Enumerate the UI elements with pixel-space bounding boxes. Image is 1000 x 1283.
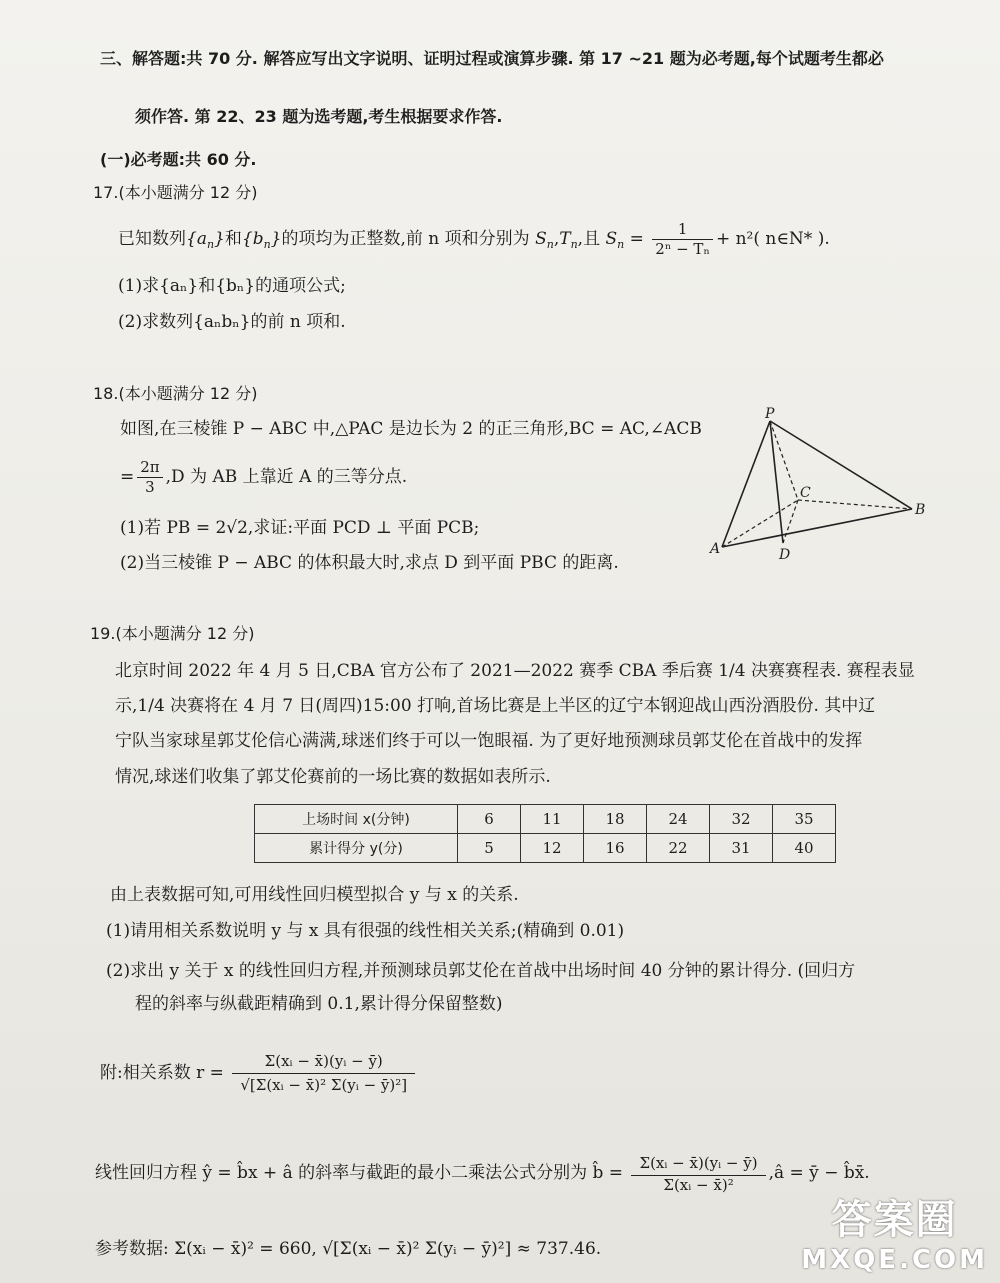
table-cell: 12 [521, 834, 584, 863]
required-part-heading: (一)必考题:共 60 分. [100, 150, 257, 169]
q18-line2-text: ,D 为 AB 上靠近 A 的三等分点. [165, 467, 408, 487]
q17-part2: (2)求数列{aₙbₙ}的前 n 项和. [118, 312, 346, 332]
edge-CB [798, 500, 912, 509]
q18-line1: 如图,在三棱锥 P − ABC 中,△PAC 是边长为 2 的正三角形,BC = AC,∠ACB [120, 419, 702, 439]
q19-line3: 宁队当家球星郭艾伦信心满满,球迷们终于可以一饱眼福. 为了更好地预测球员郭艾伦在首战中的发挥 [115, 731, 863, 751]
table-cell: 5 [458, 834, 521, 863]
q17-heading: 17.(本小题满分 12 分) [93, 183, 258, 202]
edge-PB [770, 421, 912, 509]
label-C: C [800, 485, 811, 501]
label-P: P [765, 406, 775, 422]
reference-label: 参考数据: [95, 1239, 169, 1259]
table-cell: 22 [647, 834, 710, 863]
q17-stem-part: 已知数列 [118, 229, 186, 249]
row-label-score: 累计得分 y(分) [255, 834, 458, 863]
q19-heading: 19.(本小题满分 12 分) [90, 624, 255, 643]
table-cell: 16 [584, 834, 647, 863]
watermark-text-bottom: MXQE.COM [801, 1245, 988, 1275]
intercept-formula: ,â = ȳ − b̂x̄. [768, 1163, 870, 1183]
section-instructions-line2: 须作答. 第 22、23 题为选考题,考生根据要求作答. [135, 107, 503, 126]
q19-line1: 北京时间 2022 年 4 月 5 日,CBA 官方公布了 2021—2022 赛季 CBA 季后赛 1/4 决赛赛程表. 赛程表显 [115, 661, 915, 681]
reference-data [95, 1238, 601, 1260]
q18-heading: 18.(本小题满分 12 分) [93, 384, 258, 403]
table-cell: 40 [773, 834, 836, 863]
slope-fraction: $\frac{\text{Σ(xᵢ − x̄)(yᵢ − ȳ)}}{\text{Σ(xᵢ − x̄)²}}$ [631, 1152, 765, 1195]
reference-sum: Σ(xᵢ − x̄)² = 660, [174, 1239, 317, 1259]
q19-line5: 由上表数据可知,可用线性回归模型拟合 y 与 x 的关系. [110, 885, 519, 905]
appendix-label: 附:相关系数 r = [100, 1063, 224, 1083]
label-B: B [915, 502, 926, 518]
table-row [255, 834, 836, 863]
table-cell: 6 [458, 805, 521, 834]
label-D: D [779, 547, 791, 563]
q17-part1: (1)求{aₙ}和{bₙ}的通项公式; [118, 276, 346, 296]
q19-line2: 示,1/4 决赛将在 4 月 7 日(周四)15:00 打响,首场比赛是上半区的辽宁本钢迎战山西汾酒股份. 其中辽 [115, 696, 876, 716]
label-A: A [710, 541, 721, 557]
table-cell: 32 [710, 805, 773, 834]
regression-formula [95, 1152, 870, 1195]
section-instructions-line1: 三、解答题:共 70 分. 解答应写出文字说明、证明过程或演算步骤. 第 17 ~21 题为必考题,每个试题考生都必 [100, 49, 884, 68]
table-cell: 18 [584, 805, 647, 834]
table-cell: 35 [773, 805, 836, 834]
q19-part2-a: (2)求出 y 关于 x 的线性回归方程,并预测球员郭艾伦在首战中出场时间 40 分钟的累计得分. (回归方 [106, 961, 856, 981]
q19-part1: (1)请用相关系数说明 y 与 x 具有很强的线性相关关系;(精确到 0.01) [106, 921, 625, 941]
row-label-time: 上场时间 x(分钟) [255, 805, 458, 834]
table-cell: 11 [521, 805, 584, 834]
q19-data-table [254, 804, 836, 863]
pyramid-figure [705, 404, 930, 564]
watermark-text-top: 答案圈 [831, 1197, 958, 1243]
edge-PD [770, 421, 783, 543]
q19-part2-b: 程的斜率与纵截距精确到 0.1,累计得分保留整数) [135, 994, 503, 1014]
q18-fraction: $\frac{2\pi}{3}$ [137, 458, 162, 497]
edge-AB [722, 509, 912, 547]
table-cell: 31 [710, 834, 773, 863]
edge-CD [783, 500, 798, 543]
table-cell: 24 [647, 805, 710, 834]
q18-part1: (1)若 PB = 2√2,求证:平面 PCD ⊥ 平面 PCB; [120, 518, 480, 538]
site-watermark-logo [801, 1188, 988, 1275]
q17-stem-part: + n²( n∈N* ). [715, 229, 830, 249]
q18-line2 [120, 458, 407, 497]
table-row [255, 805, 836, 834]
q17-stem: 已知数列$\{a_n\}$和$\{b_n\}$的项均为正整数,前 n 项和分别为 $S_n,T_n$,且 $S_n$ = $\frac{1}{\text{2ⁿ − Tₙ}}$ + n²( n∈N* ). [118, 220, 830, 258]
q18-part2: (2)当三棱锥 P − ABC 的体积最大时,求点 D 到平面 PBC 的距离. [120, 553, 619, 573]
correlation-fraction: $\frac{\text{Σ(xᵢ − x̄)(yᵢ − ȳ)}}{\text{√[Σ(xᵢ − x̄)² Σ(yᵢ − ȳ)²]}}$ [232, 1050, 415, 1097]
regression-label: 线性回归方程 ŷ = b̂x + â 的斜率与截距的最小二乘法公式分别为 b̂ = [95, 1163, 624, 1183]
q17-stem-part: ,且 [577, 229, 601, 249]
q18-equals: = [120, 467, 135, 487]
q17-fraction: $\frac{1}{\text{2ⁿ − Tₙ}}$ [652, 220, 713, 259]
edge-PA [722, 421, 770, 547]
q17-stem-part: 的项均为正整数,前 n 项和分别为 [281, 229, 530, 249]
appendix-correlation [100, 1050, 418, 1097]
q19-line4: 情况,球迷们收集了郭艾伦赛前的一场比赛的数据如表所示. [115, 767, 551, 787]
reference-root: √[Σ(xᵢ − x̄)² Σ(yᵢ − ȳ)²] ≈ 737.46. [322, 1239, 602, 1259]
